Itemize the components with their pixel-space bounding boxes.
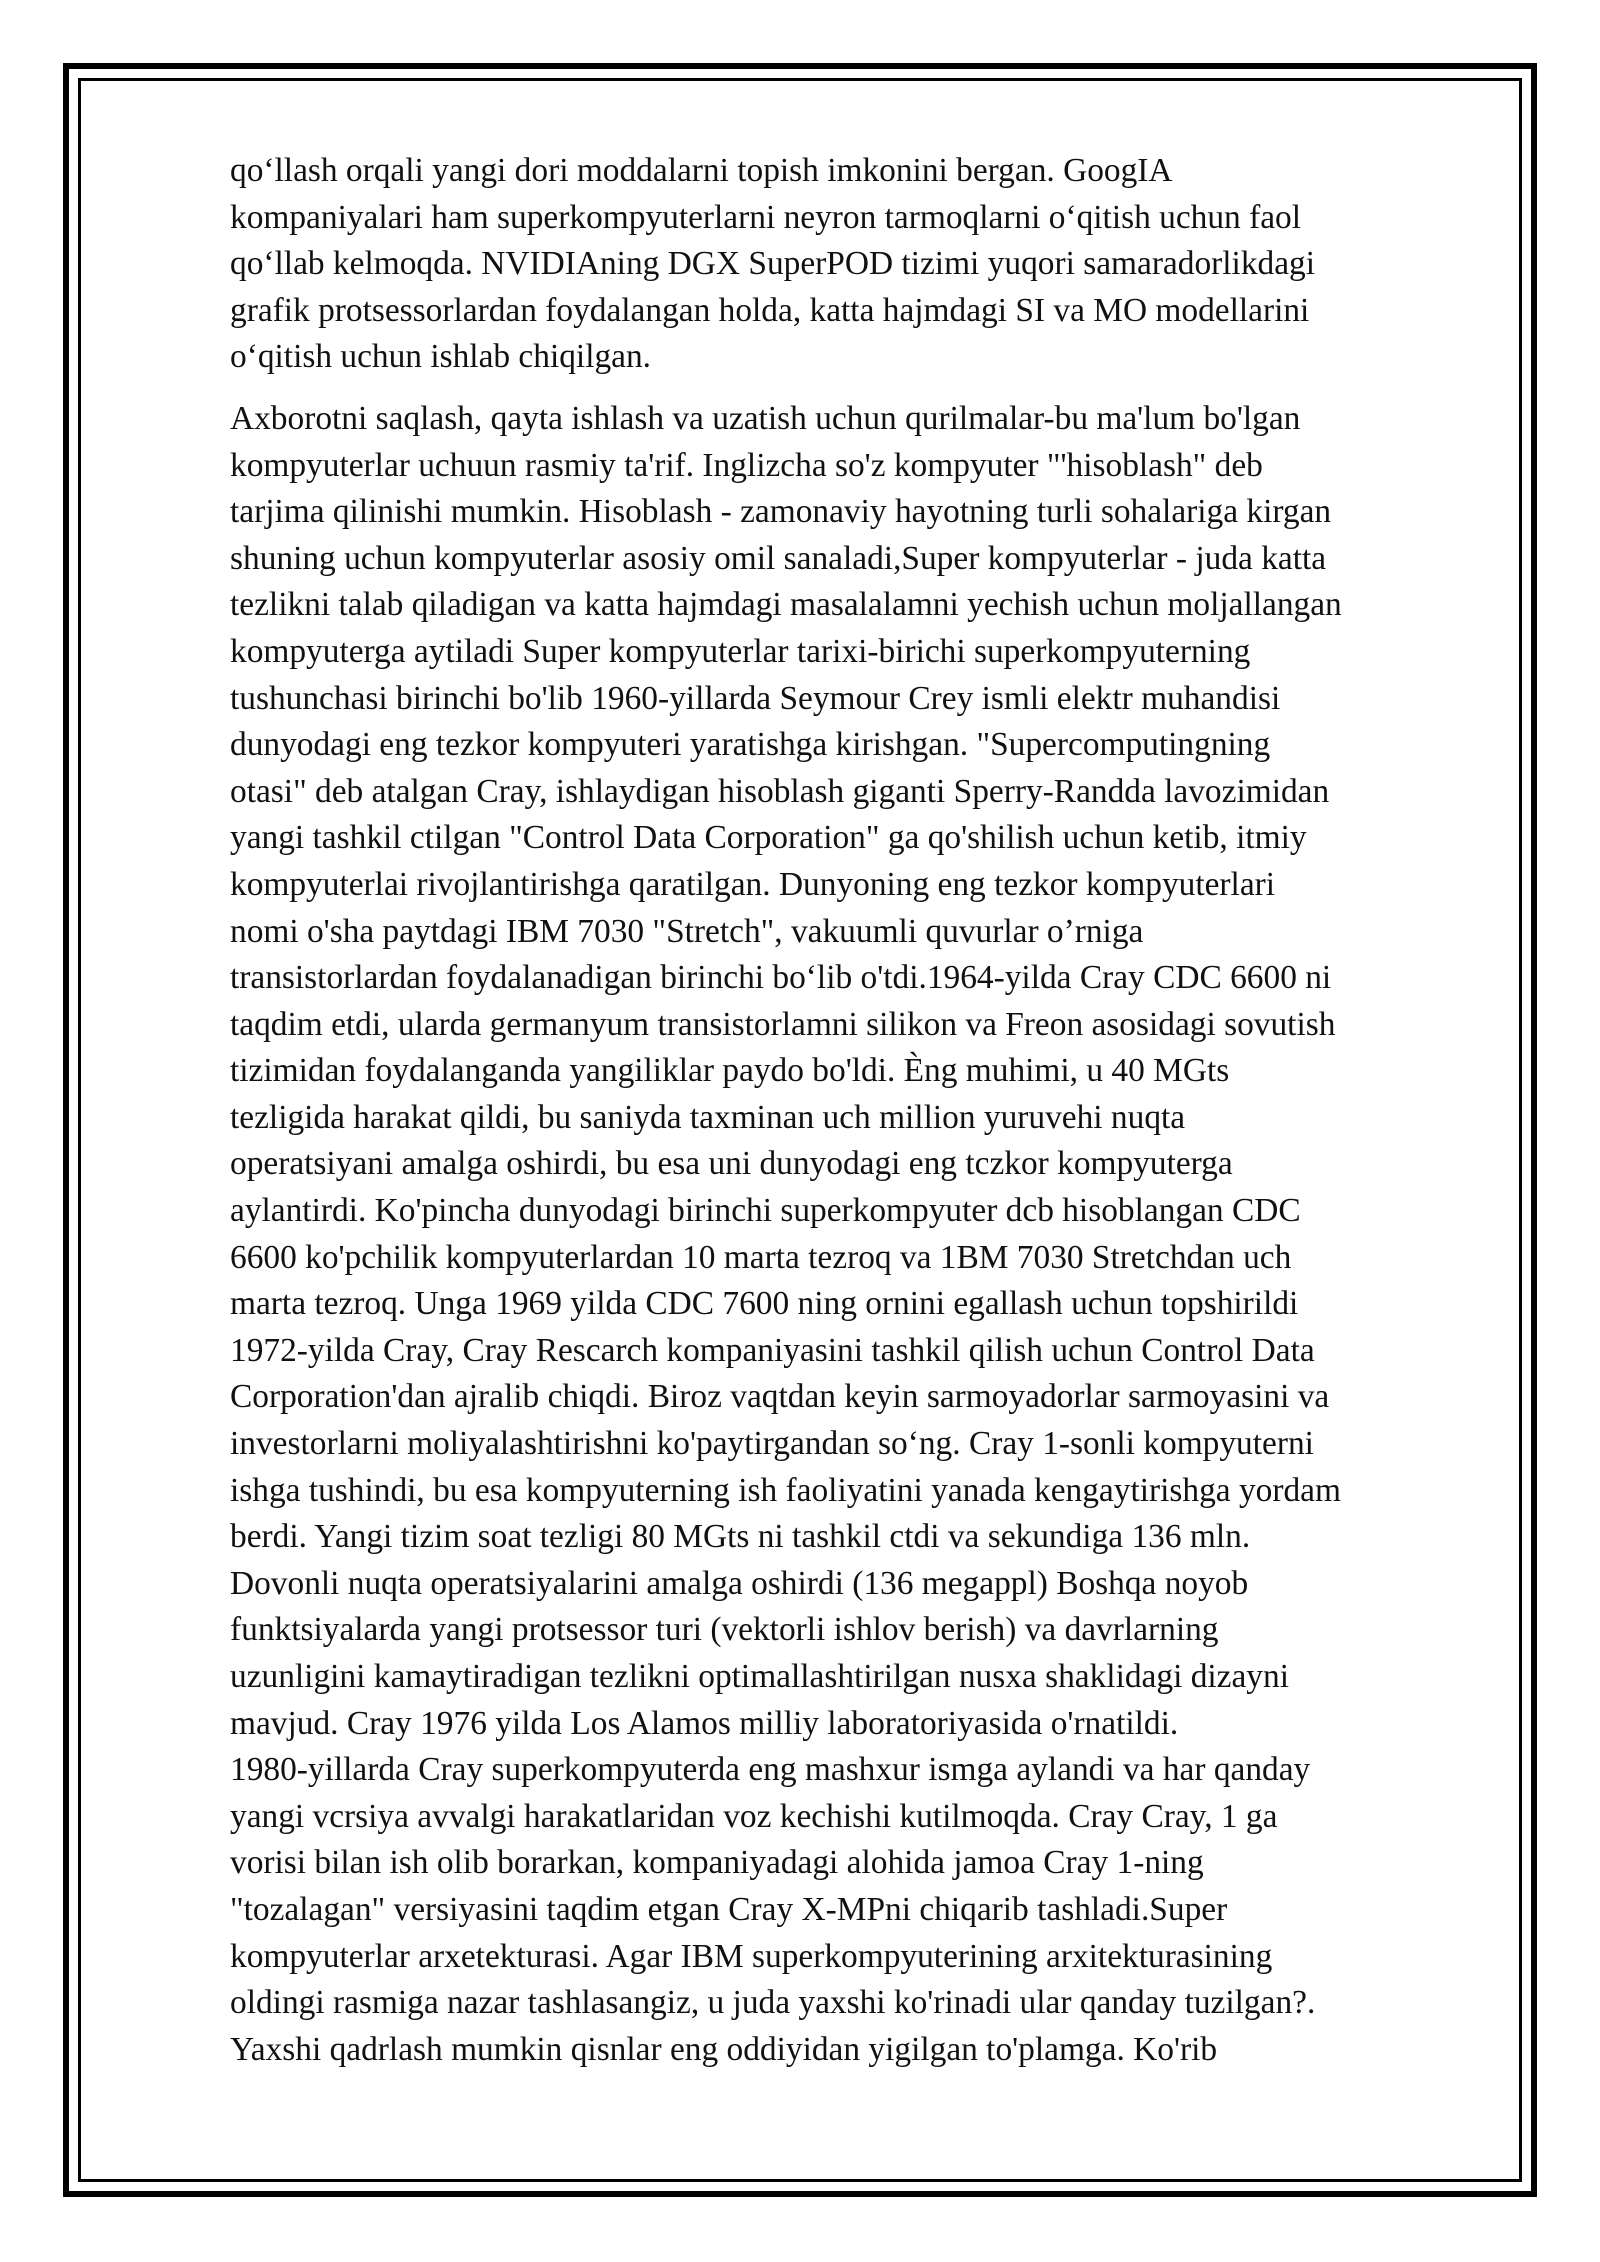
text-line: marta tezroq. Unga 1969 yilda CDC 7600 ning ornini egallash uchun topshirildi	[230, 1285, 1299, 1323]
text-line: tizimidan foydalanganda yangiliklar paydo bo'ldi. Èng muhimi, u 40 MGts	[230, 1052, 1230, 1090]
text-line: transistorlardan foydalanadigan birinchi boʻlib o'tdi.1964-yilda Cray CDC 6600 ni	[230, 959, 1332, 997]
text-line: 1972-yilda Cray, Cray Rescarch kompaniyasini tashkil qilish uchun Control Data	[230, 1331, 1315, 1369]
text-line: dunyodagi eng tezkor kompyuteri yaratishga kirishgan. "Supercomputingning	[230, 726, 1271, 764]
text-line: Yaxshi qadrlash mumkin qisnlar eng oddiyidan yigilgan to'plamga. Ko'rib	[230, 2030, 1218, 2068]
text-line: Axborotni saqlash, qayta ishlash va uzatish uchun qurilmalar-bu ma'lum bo'lgan	[230, 399, 1301, 437]
paragraph-2	[230, 396, 1496, 2073]
text-line: o‘qitish uchun ishlab chiqilgan.	[230, 338, 652, 376]
text-line: investorlarni moliyalashtirishni ko'paytirgandan soʻng. Cray 1-sonli kompyuterni	[230, 1425, 1314, 1463]
text-line: kompyuterlar arxetekturasi. Agar IBM superkompyuterining arxitekturasining	[230, 1937, 1273, 1975]
text-line: "tozalagan" versiyasini taqdim etgan Cray X-MPni chiqarib tashladi.Super	[230, 1890, 1228, 1928]
document-body	[230, 148, 1496, 2073]
text-line: 6600 ko'pchilik kompyuterlardan 10 marta tezroq va 1BM 7030 Stretchdan uch	[230, 1238, 1292, 1276]
text-line: berdi. Yangi tizim soat tezligi 80 MGts ni tashkil ctdi va sekundiga 136 mln.	[230, 1518, 1251, 1556]
text-line: tarjima qilinishi mumkin. Hisoblash - zamonaviy hayotning turli sohalariga kirgan	[230, 493, 1332, 531]
text-line: 1980-yillarda Cray superkompyuterda eng mashxur ismga aylandi va har qanday	[230, 1751, 1311, 1789]
text-line: aylantirdi. Ko'pincha dunyodagi birinchi superkompyuter dcb hisoblangan CDC	[230, 1192, 1301, 1230]
text-line: yangi tashkil ctilgan "Control Data Corporation" ga qo'shilish uchun ketib, itmiy	[230, 819, 1307, 857]
text-line: Dovonli nuqta operatsiyalarini amalga oshirdi (136 megappl) Boshqa noyob	[230, 1564, 1249, 1602]
text-line: grafik protsessorlardan foydalangan holda, katta hajmdagi SI va MO modellarini	[230, 291, 1310, 329]
text-line: otasi" deb atalgan Cray, ishlaydigan hisoblash giganti Sperry-Randda lavozimidan	[230, 772, 1330, 810]
text-line: shuning uchun kompyuterlar asosiy omil sanaladi,Super kompyuterlar - juda katta	[230, 539, 1327, 577]
text-line: mavjud. Cray 1976 yilda Los Alamos milliy laboratoriyasida o'rnatildi.	[230, 1704, 1179, 1742]
text-line: kompyuterlar uchuun rasmiy ta'rif. Inglizcha so'z kompyuter "'hisoblash" deb	[230, 446, 1263, 484]
text-line: kompaniyalari ham superkompyuterlarni neyron tarmoqlarni o‘qitish uchun faol	[230, 198, 1301, 236]
text-line: tezlikni talab qiladigan va katta hajmdagi masalalamni yechish uchun moljallangan	[230, 586, 1342, 624]
text-line: tushunchasi birinchi bo'lib 1960-yillarda Seymour Crey ismli elektr muhandisi	[230, 679, 1281, 717]
paragraph-1	[230, 148, 1496, 381]
text-line: uzunligini kamaytiradigan tezlikni optimallashtirilgan nusxa shaklidagi dizayni	[230, 1658, 1289, 1695]
text-line: tezligida harakat qildi, bu saniyda taxminan uch million yuruvehi nuqta	[230, 1098, 1186, 1136]
text-line: qo‘llash orqali yangi dori moddalarni topish imkonini bergan. GoogIA	[230, 152, 1173, 189]
text-line: Corporation'dan ajralib chiqdi. Biroz vaqtdan keyin sarmoyadorlar sarmoyasini va	[230, 1378, 1330, 1416]
text-line: kompyuterlai rivojlantirishga qaratilgan. Dunyoning eng tezkor kompyuterlari	[230, 865, 1276, 903]
text-line: kompyuterga aytiladi Super kompyuterlar tarixi-birichi superkompyuterning	[230, 632, 1251, 670]
text-line: vorisi bilan ish olib borarkan, kompaniyadagi alohida jamoa Cray 1-ning	[230, 1844, 1204, 1882]
text-line: operatsiyani amalga oshirdi, bu esa uni dunyodagi eng tczkor kompyuterga	[230, 1145, 1233, 1183]
text-line: yangi vcrsiya avvalgi harakatlaridan voz kechishi kutilmoqda. Cray Cray, 1 ga	[230, 1797, 1278, 1835]
text-line: qo‘llab kelmoqda. NVIDIAning DGX SuperPOD tizimi yuqori samaradorlikdagi	[230, 245, 1315, 283]
text-line: oldingi rasmiga nazar tashlasangiz, u juda yaxshi ko'rinadi ular qanday tuzilgan?.	[230, 1984, 1316, 2022]
text-line: ishga tushindi, bu esa kompyuterning ish faoliyatini yanada kengaytirishga yordam	[230, 1471, 1341, 1509]
text-line: taqdim etdi, ularda germanyum transistorlamni silikon va Freon asosidagi sovutish	[230, 1005, 1336, 1043]
text-line: nomi o'sha paytdagi IBM 7030 "Stretch", vakuumli quvurlar o’rniga	[230, 912, 1144, 950]
text-line: funktsiyalarda yangi protsessor turi (vektorli ishlov berish) va davrlarning	[230, 1611, 1219, 1649]
